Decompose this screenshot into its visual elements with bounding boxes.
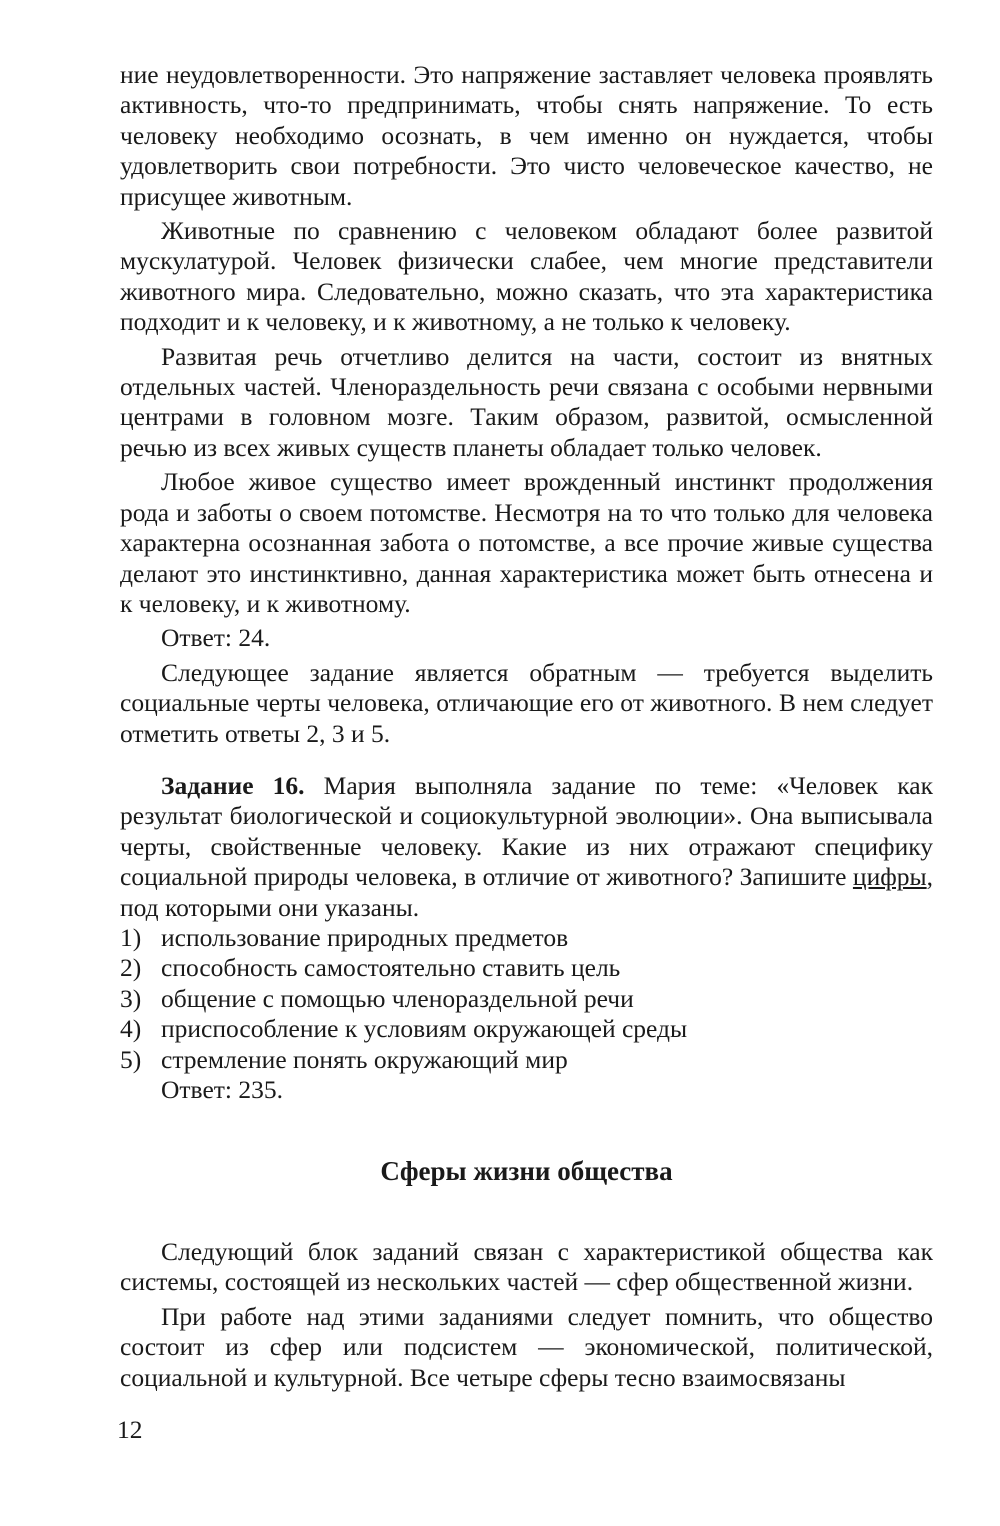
top-text-block	[120, 60, 933, 1105]
option-text: способность самостоятельно ставить цель	[161, 953, 621, 983]
option-number: 2)	[120, 953, 142, 983]
option-number: 1)	[120, 922, 142, 952]
option-text: общение с помощью членораздельной речи	[161, 983, 634, 1013]
section-paragraph-1: Следующий блок заданий связан с характеристикой общества как системы, состоящей из нескольких частей — сфер общественной жизни.	[120, 1237, 933, 1297]
paragraph-offspring: Любое живое существо имеет врожденный инстинкт продолжения рода и заботы о своем потомстве. Несмотря на то что только для человека характерна осознанная забота о потомстве, а все прочие живые существа делают это инстинктивно, данная характеристика может быть отнесена и к человеку, и к животному.	[120, 467, 933, 618]
task-underlined-word: цифры	[852, 862, 927, 892]
paragraph-continued: ние неудовлетворенности. Это напряжение заставляет человека проявлять активность, что-то предпринимать, чтобы снять напряжение. То есть человеку необходимо осознать, в чем именно он нуждается, чтобы удовлетворить свои потребности. Это чисто человеческое качество, не присущее животным.	[120, 60, 933, 211]
answer-235: Ответ: 235.	[161, 1075, 283, 1104]
paragraph-next-task: Следующее задание является обратным — требуется выделить социальные черты человека, отличающие его от животного. В нем следует отметить ответы 2, 3 и 5.	[120, 657, 933, 748]
list-item	[120, 1045, 933, 1075]
option-number: 5)	[120, 1044, 142, 1074]
list-item	[120, 984, 933, 1014]
task-16-question	[120, 771, 933, 923]
section-paragraph-2: При работе над этими заданиями следует помнить, что общество состоит из сфер или подсистем — экономической, политической, социальной и культурной. Все четыре сферы тесно взаимосвязаны	[120, 1301, 933, 1392]
option-text: стремление понять окружающий мир	[161, 1044, 568, 1074]
option-text: использование природных предметов	[161, 922, 569, 952]
task-text-before: Мария выполняла задание по теме: «Человек как результат биологической и социокультурной эволюции». Она выписывала черты, свойственные человеку. Какие из них отражают специфику социальной природы человека, в отличие от животного? Запишите	[120, 770, 933, 892]
option-number: 3)	[120, 983, 142, 1013]
answer-24: Ответ: 24.	[161, 623, 271, 653]
list-item	[120, 1014, 933, 1044]
section-heading: Сферы жизни общества	[380, 1156, 673, 1186]
paragraph-speech: Развитая речь отчетливо делится на части, состоит из внятных отдельных частей. Членораздельность речи связана с особыми нервными центрами в головном мозге. Таким образом, развитой, осмысленной речью из всех живых существ планеты обладает только человек.	[120, 341, 933, 462]
list-item	[120, 953, 933, 983]
task-options-list	[120, 923, 933, 1075]
section-text-block	[120, 1237, 933, 1393]
paragraph-muscles: Животные по сравнению с человеком обладают более развитой мускулатурой. Человек физически слабее, чем многие представители животного мира. Следовательно, можно сказать, что эта характеристика подходит и к человеку, и к животному, а не только к человеку.	[120, 216, 933, 337]
option-number: 4)	[120, 1014, 142, 1044]
task-label: Задание 16.	[161, 770, 305, 800]
list-item	[120, 923, 933, 953]
task-text-after: , под которыми они указаны.	[120, 862, 933, 922]
option-text: приспособление к условиям окружающей среды	[161, 1014, 688, 1044]
page-number: 12	[117, 1415, 143, 1444]
